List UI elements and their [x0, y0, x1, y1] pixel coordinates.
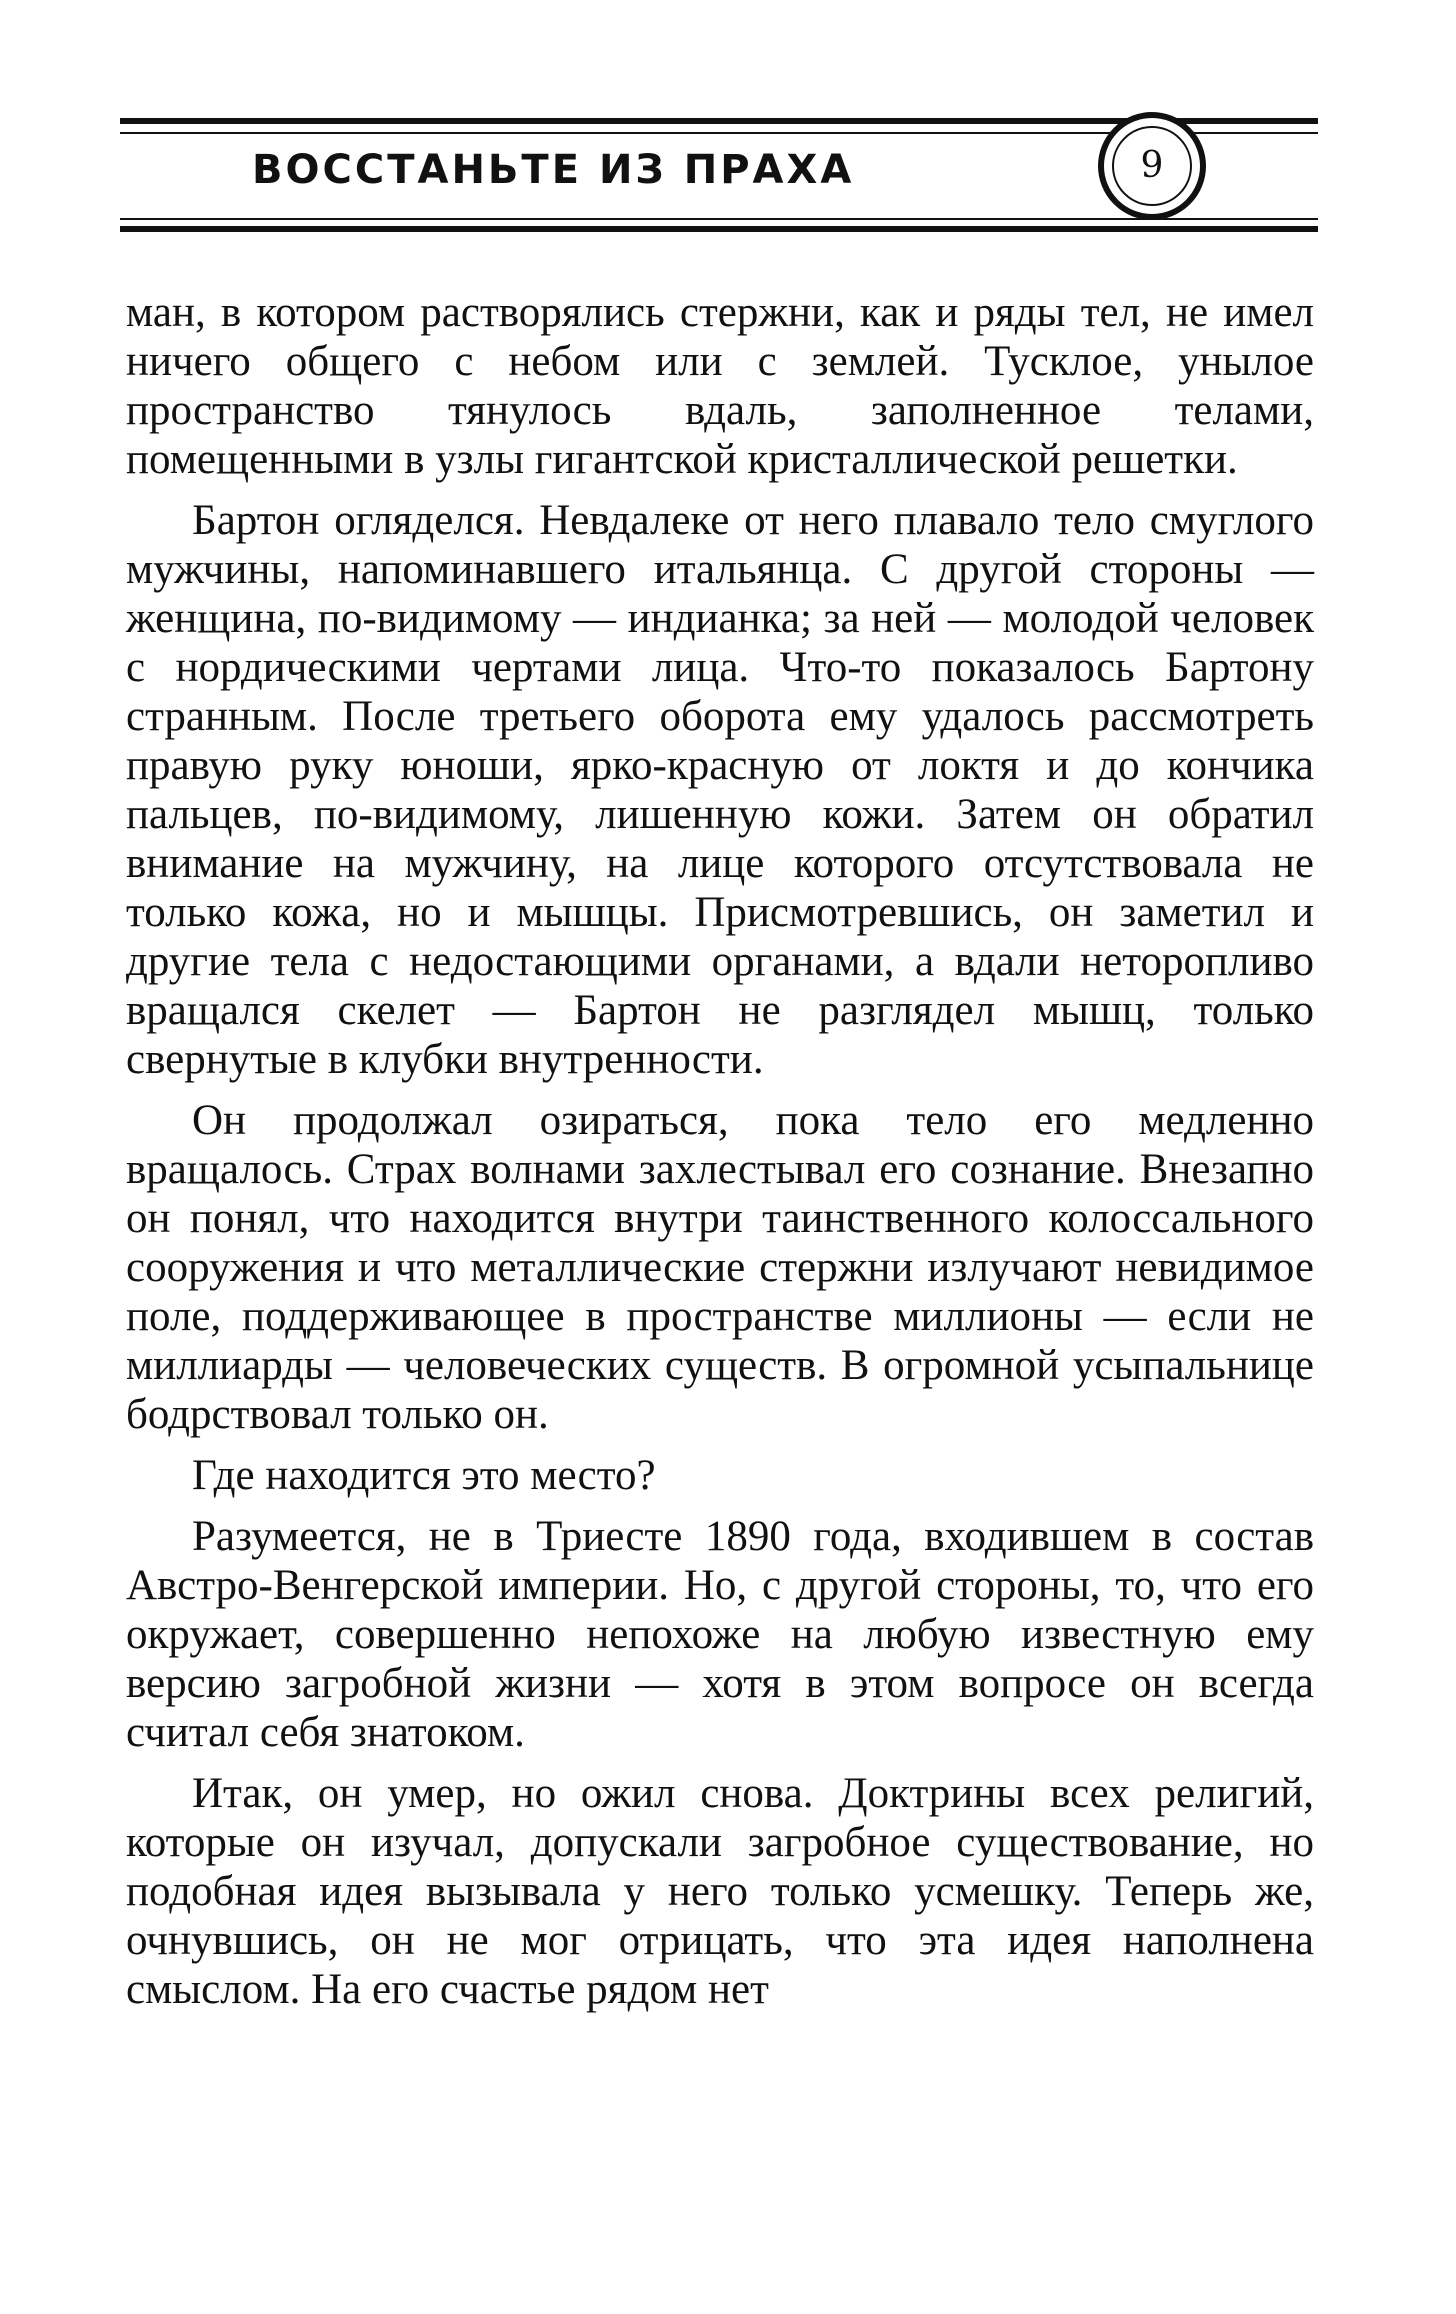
- header-rule-bottom: [120, 226, 1318, 232]
- paragraph: Бартон огляделся. Невдалеке от него плавало тело смуглого мужчины, напоминавшего итальянца. С другой стороны — женщина, по-видимому — индианка; за ней — молодой человек с нордическими чертами лица. Что-то показалось Бартону странным. После третьего оборота ему удалось рассмотреть правую руку юноши, ярко-красную от локтя и до кончика пальцев, по-видимому, лишенную кожи. Затем он обратил внимание на мужчину, на лице которого отсутствовала не только кожа, но и мышцы. Присмотревшись, он заметил и другие тела с недостающими органами, а вдали неторопливо вращался скелет — Бартон не разглядел мышц, только свернутые в клубки внутренности.: [126, 497, 1314, 1083]
- paragraph: Где находится это место?: [192, 1452, 656, 1499]
- paragraph: Он продолжал озираться, пока тело его медленно вращалось. Страх волнами захлестывал его сознание. Внезапно он понял, что находится внутри таинственного колоссального сооружения и что металлические стержни излучают невидимое поле, поддерживающее в пространстве миллионы — если не миллиарды — человеческих существ. В огромной усыпальнице бодрствовал только он.: [126, 1097, 1314, 1438]
- paragraph: Итак, он умер, но ожил снова. Доктрины всех религий, которые он изучал, допускали загробное существование, но подобная идея вызывала у него только усмешку. Теперь же, очнувшись, он не мог отрицать, что эта идея наполнена смыслом. На его счастье рядом нет: [126, 1770, 1314, 2013]
- running-title: ВОССТАНЬТЕ ИЗ ПРАХА: [252, 147, 855, 193]
- page-number-badge: [1098, 112, 1206, 220]
- paragraph: Разумеется, не в Триесте 1890 года, входившем в состав Австро-Венгерской империи. Но, с другой стороны, то, что его окружает, совершенно непохоже на любую известную ему версию загробной жизни — хотя в этом вопросе он всегда считал себя знатоком.: [126, 1513, 1314, 1756]
- body-text: [126, 288, 1314, 2026]
- paragraph: ман, в котором растворялись стержни, как и ряды тел, не имел ничего общего с небом или с землей. Тусклое, унылое пространство тянулось вдаль, заполненное телами, помещенными в узлы гигантской кристаллической решетки.: [126, 289, 1314, 483]
- page-number: 9: [1140, 145, 1164, 186]
